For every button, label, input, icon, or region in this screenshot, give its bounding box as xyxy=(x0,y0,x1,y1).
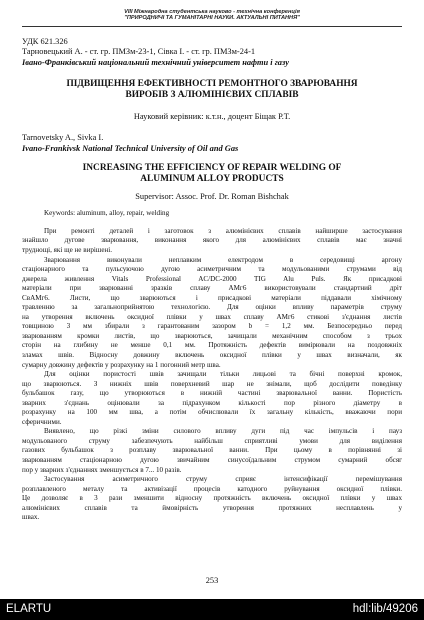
conference-line-1: VIII Міжнародна студентська науково - технічна конференція xyxy=(124,9,300,15)
footer-bar xyxy=(0,599,424,620)
paragraph-line: знайшло дугове зварювання, виконання якого для алюмінієвих сплавів має значні xyxy=(22,236,402,245)
paragraph-line: зварюванням стаціонарною дугою звичайним синусоїдальним струмом сумарний обсяг xyxy=(22,455,402,464)
paragraph-line: зварних з'єднань оцінювали за підрахунком кількості пор різного діаметру в xyxy=(22,398,402,407)
paragraph-line: модульованого струму забезпечують найбільш сприятливі умови для виділення xyxy=(22,436,402,445)
paragraph-line: сумарну довжину дефектів у розрахунку на 1 погонний метр шва. xyxy=(22,360,221,369)
title-en xyxy=(22,163,402,185)
keywords xyxy=(22,209,402,219)
title-uk-line-1: ПІДВИЩЕННЯ ЕФЕКТИВНОСТІ РЕМОНТНОГО ЗВАРЮВАННЯ xyxy=(66,79,358,90)
footer-source: ELARTU xyxy=(6,603,52,615)
authors-en: Tarnovetsky A., Sivka I. xyxy=(22,133,104,143)
paragraph-line: зламах швів. Відносну довжину включень оксидної плівки у швах визначали, як xyxy=(22,350,402,359)
paragraph-line: швах. xyxy=(22,513,40,522)
paper-page xyxy=(22,2,402,597)
paragraph-line: Зварювання виконували неплавким електродом в середовищі аргону xyxy=(44,255,402,264)
affiliation-en: Ivano-Frankivsk National Technical University of Oil and Gas xyxy=(22,143,239,153)
title-en-line-1: INCREASING THE EFFICIENCY OF REPAIR WELDING OF xyxy=(82,163,342,174)
paragraph-line: розплавленого металу та активізації процесів катодного руйнування оксидної плівки. xyxy=(22,484,402,493)
paragraph-line: сферичними. xyxy=(22,417,62,426)
paragraph-line: сторін на глибину не менше 0,1 мм. Протяжність дефектів вимірювали на поздовжніх xyxy=(22,341,402,350)
paragraph-line: бульбашок газу, що утворюються в нижній частині зварювальної ванни. Пористість xyxy=(22,389,402,398)
paragraph-line: Це дозволяє в 3 рази зменшити відносну протяжність включень оксидної плівки у швах xyxy=(22,494,402,503)
body-text xyxy=(22,227,402,523)
paragraph-line: СвАМг6. Листи, що зварюються і присадкові матеріали піддавали хімічному xyxy=(22,293,402,302)
body-paragraph xyxy=(22,427,402,475)
udk-code: УДК 621.326 xyxy=(22,36,68,46)
body-paragraph xyxy=(22,227,402,256)
paragraph-line: алюмінієвих сплавів та ймовірність утворення протяжних несплавлень у xyxy=(22,503,402,512)
paragraph-line: травленню за загальноприйнятою технологією. Для оцінки впливу параметрів струму xyxy=(22,303,402,312)
title-en-line-2: ALUMINUM ALLOY PRODUCTS xyxy=(140,174,284,185)
paragraph-line: газових бульбашок з розплаву зварювальної ванни. При цьому в порівнянні зі xyxy=(22,446,402,455)
footer-handle: hdl:lib/49206 xyxy=(352,603,418,615)
paragraph-line: пор у зварних з'єднаннях зменшується в 7... 10 разів. xyxy=(22,465,182,474)
title-uk-line-2: ВИРОБІВ З АЛЮМІНІЄВИХ СПЛАВІВ xyxy=(125,90,299,101)
paragraph-line: Застосування асиметричного струму сприяє інтенсифікації перемішування xyxy=(44,475,402,484)
affiliation-uk: Івано-Франківський національний технічний університет нафти і газу xyxy=(22,57,289,67)
paragraph-line: джерела живлення Vitals Professional AC/DC-2000 TIG Alu Puls. Як присадкові xyxy=(22,274,402,283)
page-number: 253 xyxy=(205,576,219,585)
supervisor-uk: Науковий керівник: к.т.н., доцент Біщак Р.Т. xyxy=(133,112,291,122)
paragraph-line: труднощі, які ще не вирішені. xyxy=(22,245,113,254)
paragraph-line: матеріали при зварюванні зразків сплаву АМг6 використовували стандартний дріт xyxy=(22,284,402,293)
body-paragraph xyxy=(22,370,402,427)
paragraph-line: При ремонті деталей і заготовок з алюмінієвих сплавів найширше застосування xyxy=(44,226,402,235)
body-paragraph xyxy=(22,475,402,523)
supervisor-en: Supervisor: Assoc. Prof. Dr. Roman Bishchak xyxy=(135,192,289,202)
title-uk xyxy=(22,79,402,101)
header-rule xyxy=(22,26,402,27)
paragraph-line: що зварюються. З нижніх швів поверхневий шар не знімали, щоб дослідити поведінку xyxy=(22,379,402,388)
authors-uk: Тарновецький А. - ст. гр. ПМЗм-23-1, Сівка І. - ст. гр. ПМЗм-24-1 xyxy=(22,47,256,57)
paragraph-line: розрахунку на 100 мм шва, а потім обчислювали їх загальну кількість, вважаючи пори xyxy=(22,408,402,417)
paragraph-line: на утворення включень оксидної плівки у швах сплаву АМг6 стикові з'єднання листів xyxy=(22,312,402,321)
conference-header xyxy=(22,2,402,22)
keywords-text: Keywords: aluminum, alloy, repair, welding xyxy=(44,209,170,218)
paragraph-line: стаціонарного та пульсуючою дугою асиметричним та модульованими струмами від xyxy=(22,265,402,274)
body-paragraph xyxy=(22,256,402,371)
paragraph-line: Виявлено, що різкі зміни силового впливу дуги під час імпульсів і пауз xyxy=(44,427,402,436)
paragraph-line: зварюванням кромки листів, що зварюються, зачищали механічним способом з трьох xyxy=(22,331,402,340)
paragraph-line: Для оцінки пористості швів зачищали тільки лицьові та бічні поверхні кромок, xyxy=(44,370,402,379)
conference-line-2: "ПРИРОДНИЧІ ТА ГУМАНІТАРНІ НАУКИ. АКТУАЛЬНІ ПИТАННЯ" xyxy=(124,15,300,22)
paragraph-line: товщиною 3 мм збирали з гарантованим зазором b = 1,2 мм. Безпосередньо перед xyxy=(22,322,402,331)
